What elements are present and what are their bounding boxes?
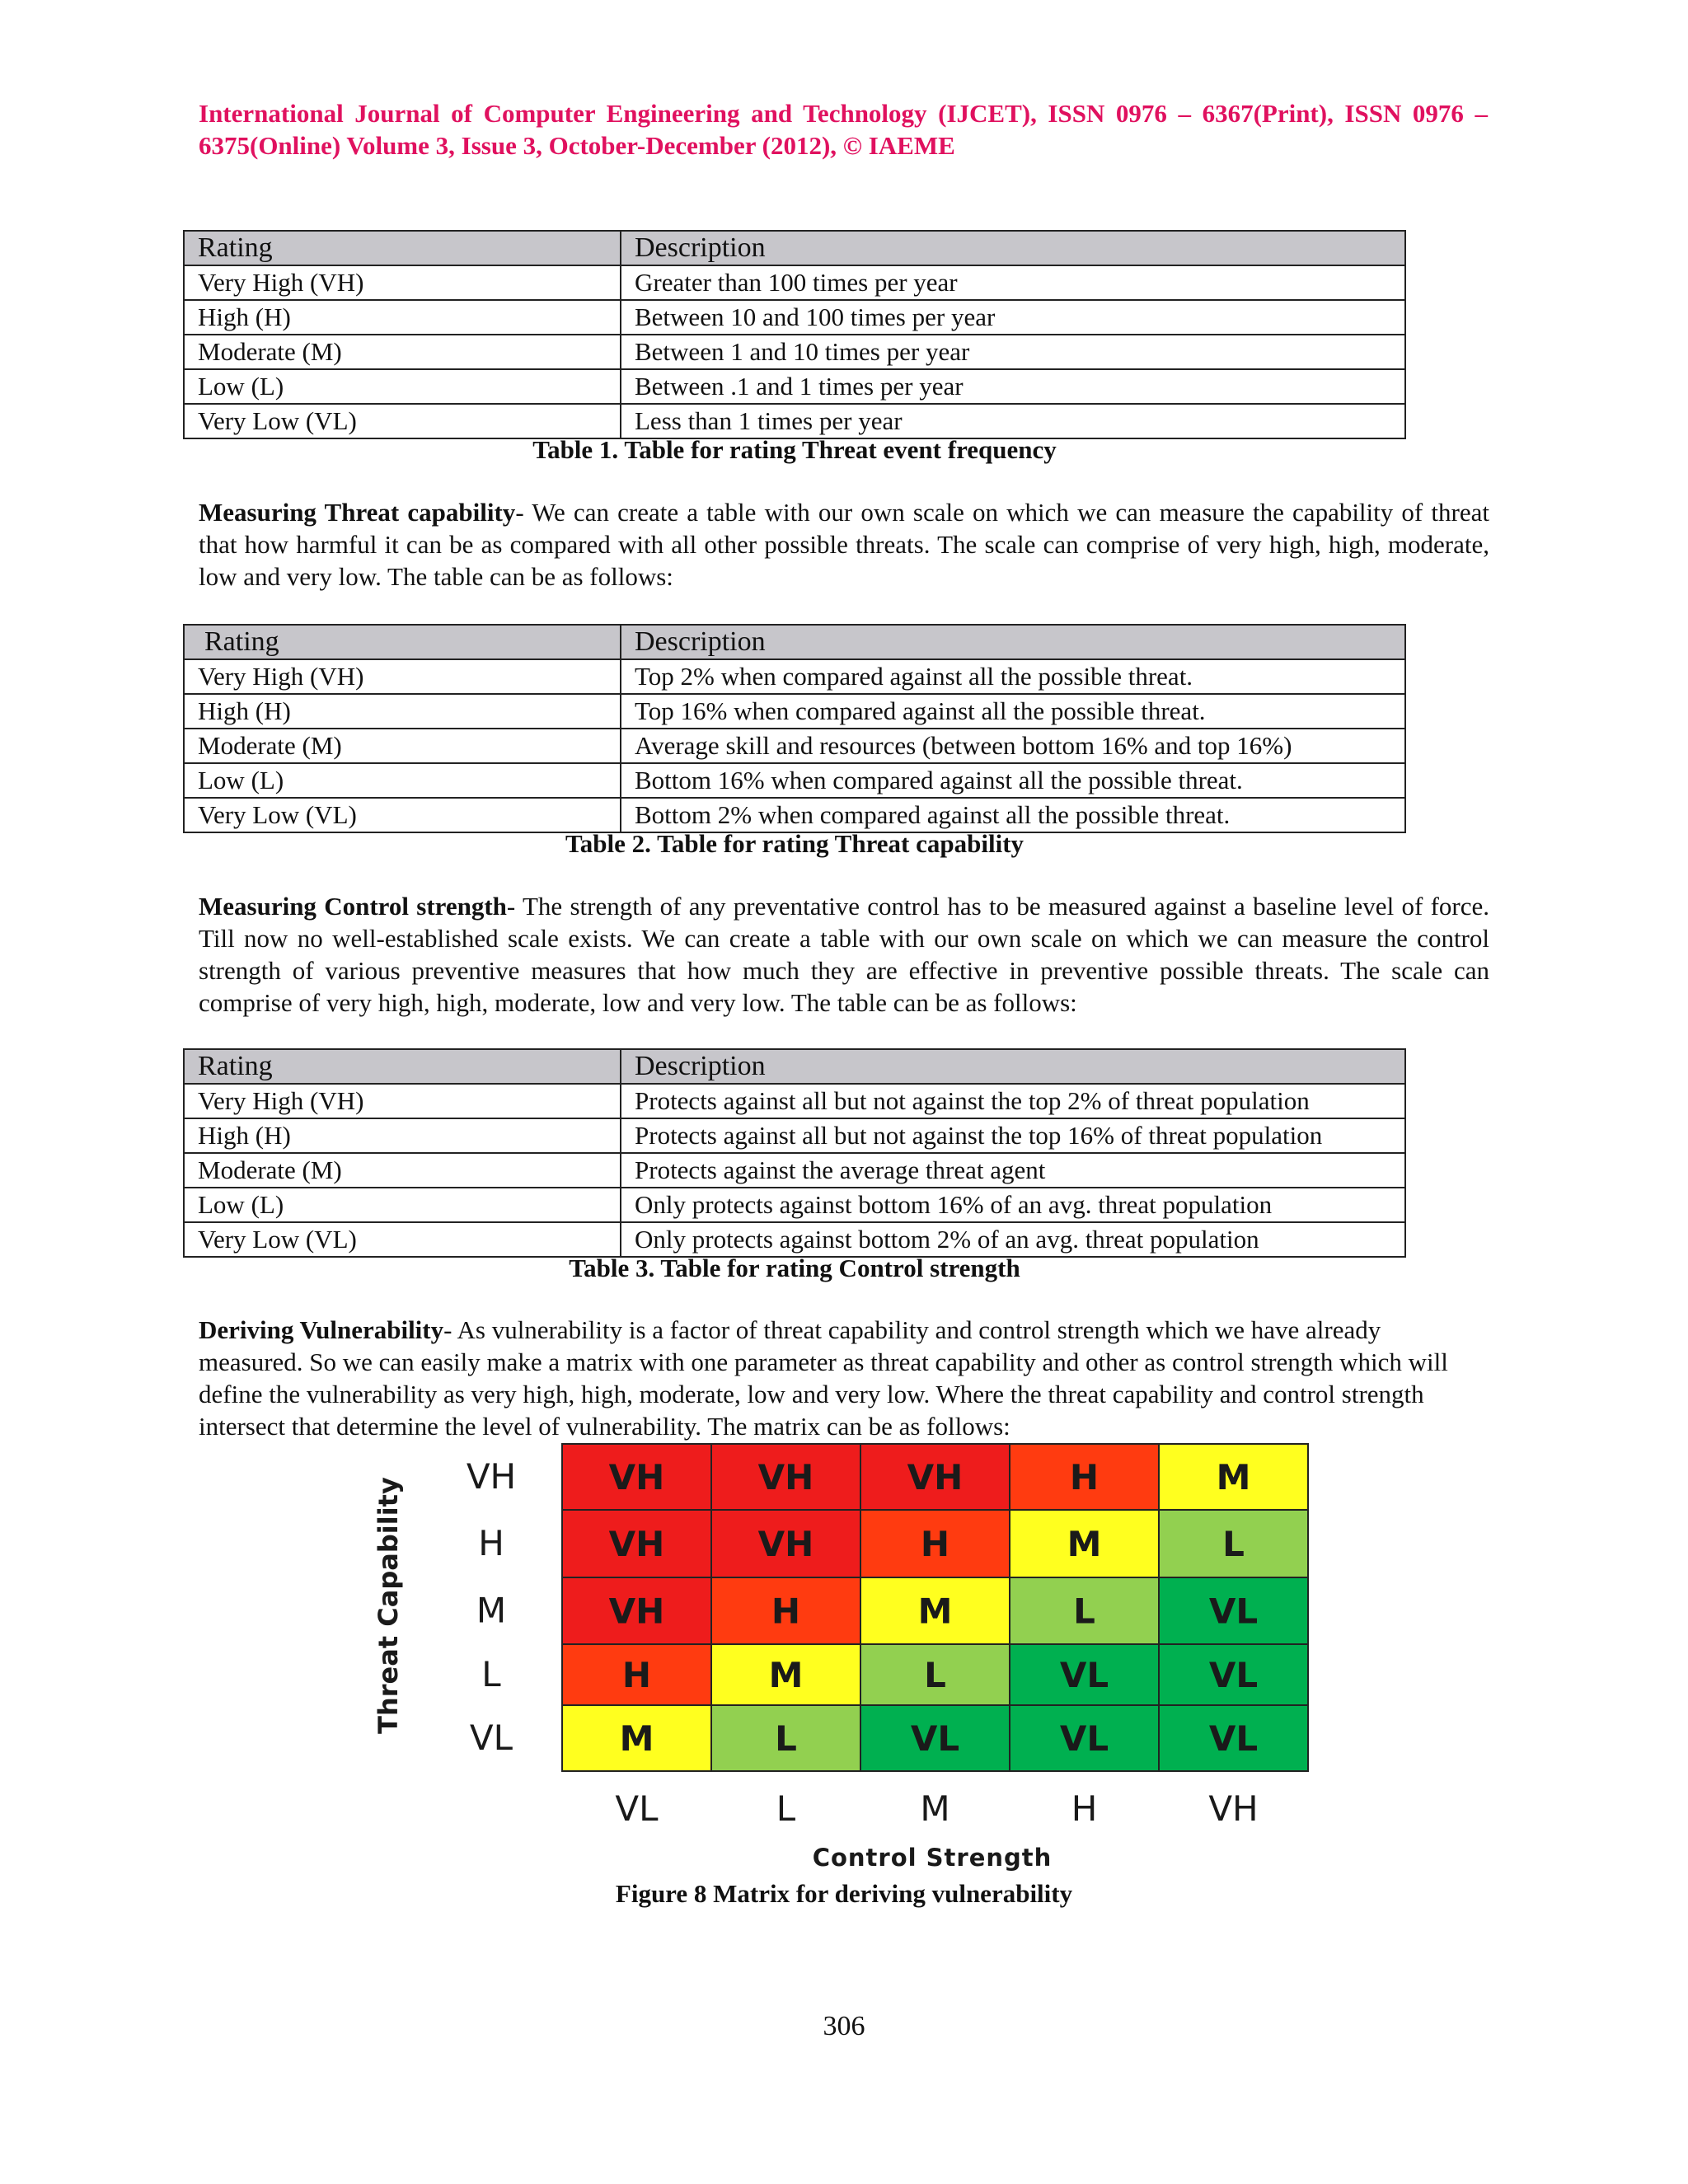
matrix-cell-label: M [1216,1457,1251,1497]
matrix-cell-label: L [1222,1524,1245,1564]
table-row [184,1118,1405,1153]
y-tick-label: L [481,1654,501,1694]
paragraph-heading: Measuring Control strength [199,892,507,921]
paragraph-text: - As vulnerability is a factor of threat capability and control strength which we have already measured. So we can easily make a matrix with one parameter as threat capability and other as control strength which will define the vulnerability as very high, high, moderate, low and very low. Where the threat capability and control strength intersect that determine the level of vulnerability. The matrix can be as follows: [199,1315,1448,1441]
matrix-cell-label: VH [608,1591,665,1632]
table3-caption: Table 3. Table for rating Control strength [569,1254,1020,1282]
description-cell: Top 2% when compared against all the possible threat. [621,659,1405,694]
x-tick-label: L [776,1788,796,1829]
description-cell: Protects against all but not against the top 16% of threat population [621,1118,1405,1153]
header-description: Description [621,231,1405,265]
header-description: Description [621,625,1405,659]
matrix-cell-label: VL [1059,1718,1109,1759]
paragraph-text: - We can create a table with our own scale on which we can measure the capability of threat that how harmful it can be as compared with all other possible threats. The scale can comprise of very high, high, moderate, low and very low. The table can be as follows: [199,498,1489,591]
rating-cell: High (H) [184,694,621,729]
header-rating: Rating [184,1049,621,1084]
x-tick-label: M [920,1788,950,1829]
table-row [184,1153,1405,1188]
description-cell: Bottom 16% when compared against all the possible threat. [621,763,1405,798]
paragraph-control-strength [199,890,1489,1019]
vulnerability-matrix-chart [0,1434,1688,1879]
description-cell: Only protects against bottom 2% of an avg. threat population [621,1222,1405,1257]
header-rating: Rating [184,625,621,659]
paragraph-threat-capability [199,496,1489,593]
figure-caption: Figure 8 Matrix for deriving vulnerability [615,1879,1073,1908]
description-cell: Protects against all but not against the top 2% of threat population [621,1084,1405,1118]
table-header-row [184,625,1405,659]
page-number: 306 [823,2011,865,2041]
table-row [184,694,1405,729]
description-cell: Average skill and resources (between bottom 16% and top 16%) [621,729,1405,763]
matrix-cell-label: VH [757,1457,814,1497]
matrix-cell-label: M [619,1718,654,1759]
table-row [184,300,1405,335]
rating-cell: Moderate (M) [184,1153,621,1188]
journal-header: International Journal of Computer Engineering and Technology (IJCET), ISSN 0976 – 6367(Print), ISSN 0976 – 6375(Online) Volume 3, Issue 3, October-December (2012), © IAEME [199,99,1488,160]
matrix-cell-label: VL [1208,1655,1259,1695]
y-tick-label: H [478,1523,504,1563]
paragraph-heading: Deriving Vulnerability [199,1315,444,1344]
table-row [184,369,1405,404]
description-cell: Greater than 100 times per year [621,265,1405,300]
rating-cell: Very High (VH) [184,1084,621,1118]
matrix-cell-label: VH [608,1524,665,1564]
y-tick-label: VH [466,1456,517,1497]
table-header-row [184,231,1405,265]
table-row [184,404,1405,438]
table-threat-capability [183,624,1406,833]
table-row [184,1084,1405,1118]
x-tick-label: VH [1208,1788,1259,1829]
rating-cell: Very High (VH) [184,659,621,694]
rating-cell: Low (L) [184,763,621,798]
table-row [184,335,1405,369]
matrix-cell-label: VL [1208,1718,1259,1759]
description-cell: Top 16% when compared against all the possible threat. [621,694,1405,729]
matrix-cell-label: L [924,1655,946,1695]
table-header-row [184,1049,1405,1084]
table1-caption: Table 1. Table for rating Threat event frequency [532,435,1057,464]
matrix-cell-label: H [920,1524,950,1564]
matrix-cell-label: L [775,1718,797,1759]
rating-cell: Very Low (VL) [184,404,621,438]
rating-cell: Very High (VH) [184,265,621,300]
description-cell: Protects against the average threat agent [621,1153,1405,1188]
rating-cell: Low (L) [184,369,621,404]
matrix-cell-label: M [768,1655,804,1695]
matrix-cell-label: VL [910,1718,960,1759]
y-tick-label: VL [469,1718,513,1758]
y-tick-label: M [476,1590,507,1631]
matrix-cell-label: VH [757,1524,814,1564]
header-rating: Rating [184,231,621,265]
table-row [184,763,1405,798]
matrix-cell-label: H [621,1655,652,1695]
x-axis-title: Control Strength [812,1844,1053,1872]
rating-cell: Low (L) [184,1188,621,1222]
matrix-cell-label: VH [608,1457,665,1497]
matrix-cell-label: VL [1059,1655,1109,1695]
table2-caption: Table 2. Table for rating Threat capability [565,829,1025,858]
table-row [184,729,1405,763]
paragraph-text: - The strength of any preventative control has to be measured against a baseline level of force. Till now no well-established scale exists. We can create a table with our own scale on which we can measure the control strength of various preventive measures that how much they are effective in preventive possible threats. The scale can comprise of very high, high, moderate, low and very low. The table can be as follows: [199,892,1489,1017]
rating-cell: Very Low (VL) [184,1222,621,1257]
matrix-cell-label: VH [907,1457,964,1497]
matrix-cell-label: M [1067,1524,1102,1564]
table-row [184,659,1405,694]
table-control-strength [183,1048,1406,1258]
description-cell: Between .1 and 1 times per year [621,369,1405,404]
matrix-cell-label: L [1073,1591,1095,1632]
table-threat-event-frequency [183,230,1406,439]
paragraph-heading: Measuring Threat capability [199,498,516,527]
y-axis-title: Threat Capability [373,1477,404,1734]
description-cell: Between 10 and 100 times per year [621,300,1405,335]
rating-cell: Very Low (VL) [184,798,621,832]
matrix-cell-label: M [917,1591,953,1632]
description-cell: Between 1 and 10 times per year [621,335,1405,369]
rating-cell: High (H) [184,1118,621,1153]
matrix-cell-label: VL [1208,1591,1259,1632]
rating-cell: High (H) [184,300,621,335]
description-cell: Bottom 2% when compared against all the possible threat. [621,798,1405,832]
paragraph-deriving-vulnerability [199,1314,1489,1442]
matrix-cell-label: H [1069,1457,1100,1497]
matrix-cell-label: H [771,1591,801,1632]
x-tick-label: VL [615,1788,659,1829]
header-description: Description [621,1049,1405,1084]
rating-cell: Moderate (M) [184,729,621,763]
description-cell: Less than 1 times per year [621,404,1405,438]
description-cell: Only protects against bottom 16% of an avg. threat population [621,1188,1405,1222]
table-row [184,265,1405,300]
table-row [184,798,1405,832]
rating-cell: Moderate (M) [184,335,621,369]
table-row [184,1222,1405,1257]
x-tick-label: H [1071,1788,1098,1829]
table-row [184,1188,1405,1222]
